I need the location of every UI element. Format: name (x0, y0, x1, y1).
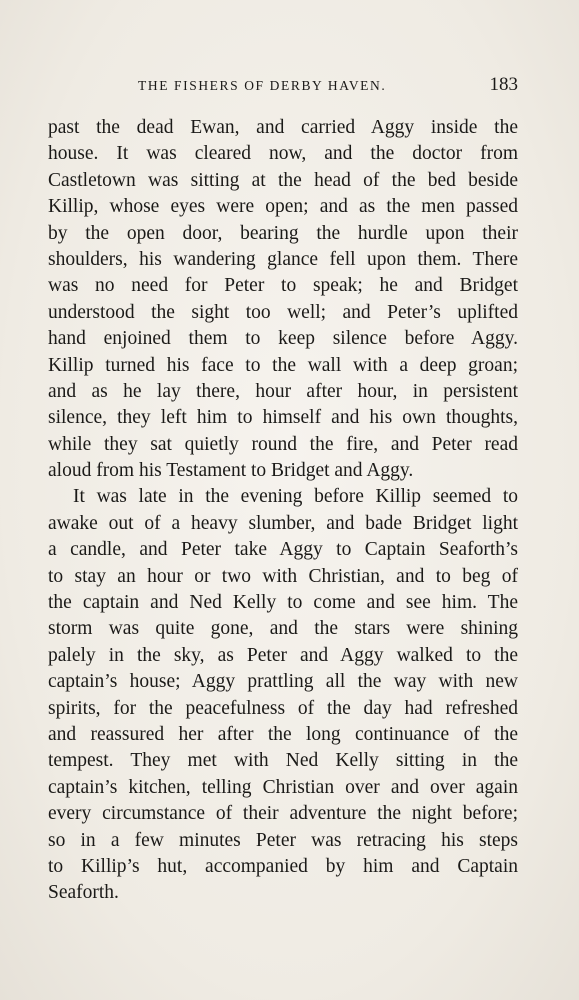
text-line: hand enjoined them to keep silence before Aggy. (48, 328, 518, 350)
text-line: understood the sight too well; and Peter’s uplifted (48, 301, 518, 323)
text-line: house. It was cleared now, and the doctor from (48, 143, 518, 165)
text-line: to stay an hour or two with Christian, and to beg of (48, 565, 518, 587)
text-line: by the open door, bearing the hurdle upon their (48, 222, 518, 244)
text-line: Seaforth. (48, 882, 119, 904)
running-title: THE FISHERS OF DERBY HAVEN. (138, 78, 387, 93)
running-head (48, 74, 518, 100)
text-line: silence, they left him to himself and his own thoughts, (48, 407, 518, 429)
text-line: past the dead Ewan, and carried Aggy inside the (48, 117, 518, 138)
text-line: spirits, for the peacefulness of the day had refreshed (48, 697, 518, 719)
text-line: and reassured her after the long continuance of the (48, 723, 518, 745)
text-line: every circumstance of their adventure the night before; (48, 803, 518, 825)
text-line: Castletown was sitting at the head of the bed beside (48, 169, 518, 191)
text-line: storm was quite gone, and the stars were shining (48, 618, 518, 640)
text-line: was no need for Peter to speak; he and Bridget (48, 275, 518, 297)
text-line: captain’s kitchen, telling Christian over and over again (48, 776, 518, 798)
text-line: shoulders, his wandering glance fell upon them. There (48, 248, 518, 270)
text-line: Killip turned his face to the wall with a deep groan; (48, 354, 518, 376)
text-line: It was late in the evening before Killip seemed to (73, 486, 518, 508)
body-text (48, 115, 518, 907)
text-line: captain’s house; Aggy prattling all the way with new (48, 671, 518, 693)
text-line: aloud from his Testament to Bridget and Aggy. (48, 460, 414, 482)
text-line: awake out of a heavy slumber, and bade Bridget light (48, 512, 518, 534)
text-line: palely in the sky, as Peter and Aggy walked to the (48, 644, 518, 666)
text-line: Killip, whose eyes were open; and as the men passed (48, 196, 518, 218)
text-line: tempest. They met with Ned Kelly sitting in the (48, 750, 518, 772)
text-line: the captain and Ned Kelly to come and see him. The (48, 592, 518, 614)
text-line: to Killip’s hut, accompanied by him and Captain (48, 855, 518, 877)
text-line: a candle, and Peter take Aggy to Captain Seaforth’s (48, 539, 518, 561)
text-line: while they sat quietly round the fire, and Peter read (48, 433, 518, 455)
page-number: 183 (489, 74, 518, 95)
text-line: and as he lay there, hour after hour, in persistent (48, 380, 518, 402)
text-line: so in a few minutes Peter was retracing his steps (48, 829, 518, 851)
